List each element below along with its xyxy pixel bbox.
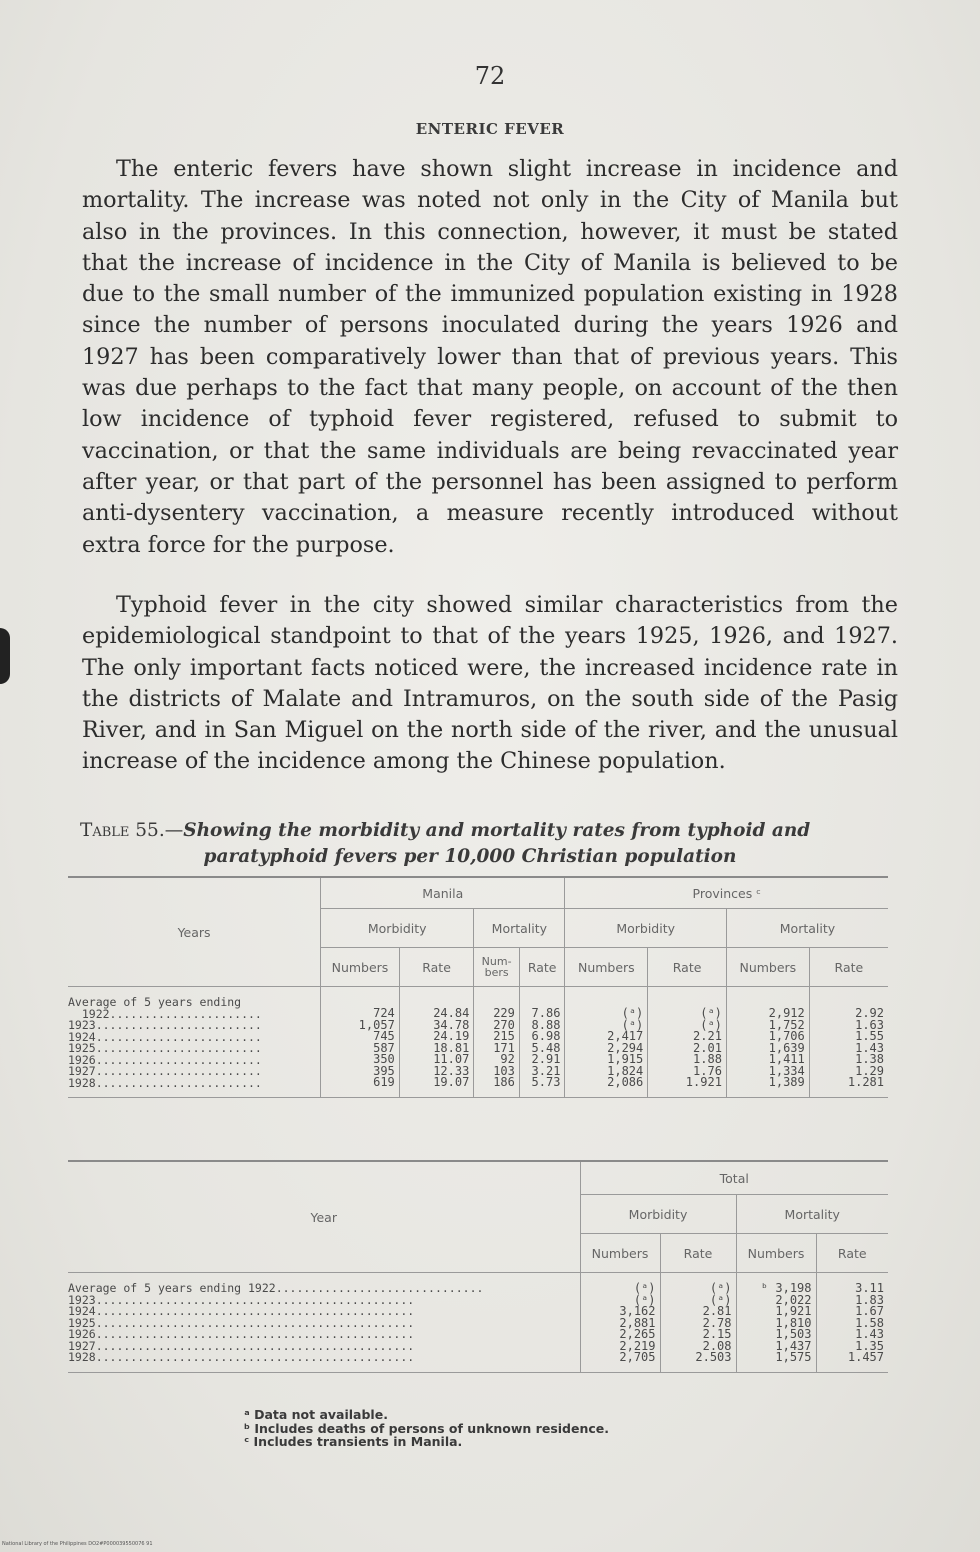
header-prov-morb-numbers: Numbers (565, 948, 648, 987)
library-imprint: National Library of the Philippines DO2#P000039550076 91 (2, 1541, 153, 1547)
footnote-a: ᵃ Data not available. (244, 1407, 388, 1422)
table-title-line2: paratyphoid fevers per 10,000 Christian population (203, 846, 737, 867)
header-provinces-mortality: Mortality (726, 909, 888, 948)
table-label: Table 55. (80, 820, 165, 841)
header-prov-mort-rate: Rate (809, 948, 888, 987)
total-morbidity-rate: (ᵃ) (ᵃ) 2.81 2.78 2.15 2.08 2.503 (660, 1273, 736, 1373)
header-manila-mort-numbers: Num- bers (474, 948, 520, 987)
table-title-line1: Showing the morbidity and mortality rates from typhoid and (183, 820, 811, 841)
table-caption: Table 55.—Showing the morbidity and mortality rates from typhoid and paratyphoid fevers per 10,000 Christian population (80, 820, 811, 867)
header-year: Year (68, 1161, 580, 1273)
header-total: Total (580, 1161, 888, 1195)
manila-morbidity-numbers: 724 1,057 745 587 350 395 619 (321, 987, 400, 1098)
header-total-morb-rate: Rate (660, 1234, 736, 1273)
table-manila-provinces (68, 876, 888, 1098)
header-manila-morb-rate: Rate (399, 948, 474, 987)
header-manila: Manila (321, 877, 565, 909)
table-total (68, 1160, 888, 1373)
provinces-morbidity-rate: (ᵃ) (ᵃ) 2.21 2.01 1.88 1.76 1.921 (648, 987, 727, 1098)
total-mortality-rate: 3.11 1.83 1.67 1.58 1.43 1.35 1.457 (847, 1281, 884, 1364)
header-provinces: Provinces ᶜ (565, 877, 888, 909)
header-years: Years (68, 877, 321, 987)
header-manila-morb-numbers: Numbers (321, 948, 400, 987)
scan-edge-shadow (0, 628, 10, 684)
header-total-mort-numbers: Numbers (736, 1234, 816, 1273)
header-prov-morb-rate: Rate (648, 948, 727, 987)
year-column: Average of 5 years ending 1922.............................. 1923.............................................. 1924.............................................. 1925.............................................. 1926.............................................. 1927.............................................. 1928.............................................. (68, 1273, 580, 1373)
paragraph-2: Typhoid fever in the city showed similar characteristics from the epidemiological standpoint to that of the years 1925, 1926, and 1927. The only important facts noticed were, the increased incidence rate in the districts of Malate and Intramuros, on the south side of the Pasig River, and in San Miguel on the north side of the river, and the unusual increase of the incidence among the Chinese population. (82, 592, 898, 775)
header-total-morb-numbers: Numbers (580, 1234, 660, 1273)
header-manila-morbidity: Morbidity (321, 909, 474, 948)
paragraph-1: The enteric fevers have shown slight increase in incidence and mortality. The increase was noted not only in the City of Manila but also in the provinces. In this connection, however, it must be stated that the increase of incidence in the City of Manila is believed to be due to the small number of the immunized population existing in 1928 since the number of persons inoculated during the years 1926 and 1927 has been comparatively lower than that of previous years. This was due perhaps to the fact that many people, on account of the then low incidence of typhoid fever registered, refused to submit to vaccination, or that the same individuals are being revaccinated year after year, or that part of the personnel has been assigned to perform anti-dysentery vaccination, a measure recently introduced without extra force for the purpose. (82, 156, 898, 558)
provinces-morbidity-numbers: (ᵃ) (ᵃ) 2,417 2,294 1,915 1,824 2,086 (565, 987, 648, 1098)
header-manila-mortality: Mortality (474, 909, 565, 948)
page-number: 72 (474, 62, 506, 90)
header-total-mort-rate: Rate (816, 1234, 888, 1273)
footnotes (244, 1408, 609, 1449)
header-manila-mort-rate: Rate (519, 948, 565, 987)
provinces-mortality-numbers: 2,912 1,752 1,706 1,639 1,411 1,334 1,389 (726, 987, 809, 1098)
manila-mortality-rate: 7.86 8.88 6.98 5.48 2.91 3.21 5.73 (519, 987, 565, 1098)
header-prov-mort-numbers: Numbers (726, 948, 809, 987)
footnote-c: ᶜ Includes transients in Manila. (244, 1434, 463, 1449)
years-column: Average of 5 years ending 1922...................... 1923........................ 1924........................ 1925........................ 1926........................ 1927........................ 1928........................ (68, 987, 321, 1098)
footnote-b: ᵇ Includes deaths of persons of unknown residence. (244, 1420, 610, 1436)
manila-morbidity-rate: 24.84 34.78 24.19 18.81 11.07 12.33 19.07 (399, 987, 474, 1098)
section-heading: ENTERIC FEVER (415, 120, 565, 138)
provinces-mortality-rate: 2.92 1.63 1.55 1.43 1.38 1.29 1.281 (847, 1006, 884, 1089)
manila-mortality-numbers: 229 270 215 171 92 103 186 (474, 987, 520, 1098)
total-mortality-numbers: ᵇ 3,198 2,022 1,921 1,810 1,503 1,437 1,575 (736, 1273, 816, 1373)
header-total-morbidity: Morbidity (580, 1195, 736, 1234)
header-provinces-morbidity: Morbidity (565, 909, 727, 948)
total-morbidity-numbers: (ᵃ) (ᵃ) 3,162 2,881 2,265 2,219 2,705 (580, 1273, 660, 1373)
header-total-mortality: Mortality (736, 1195, 888, 1234)
